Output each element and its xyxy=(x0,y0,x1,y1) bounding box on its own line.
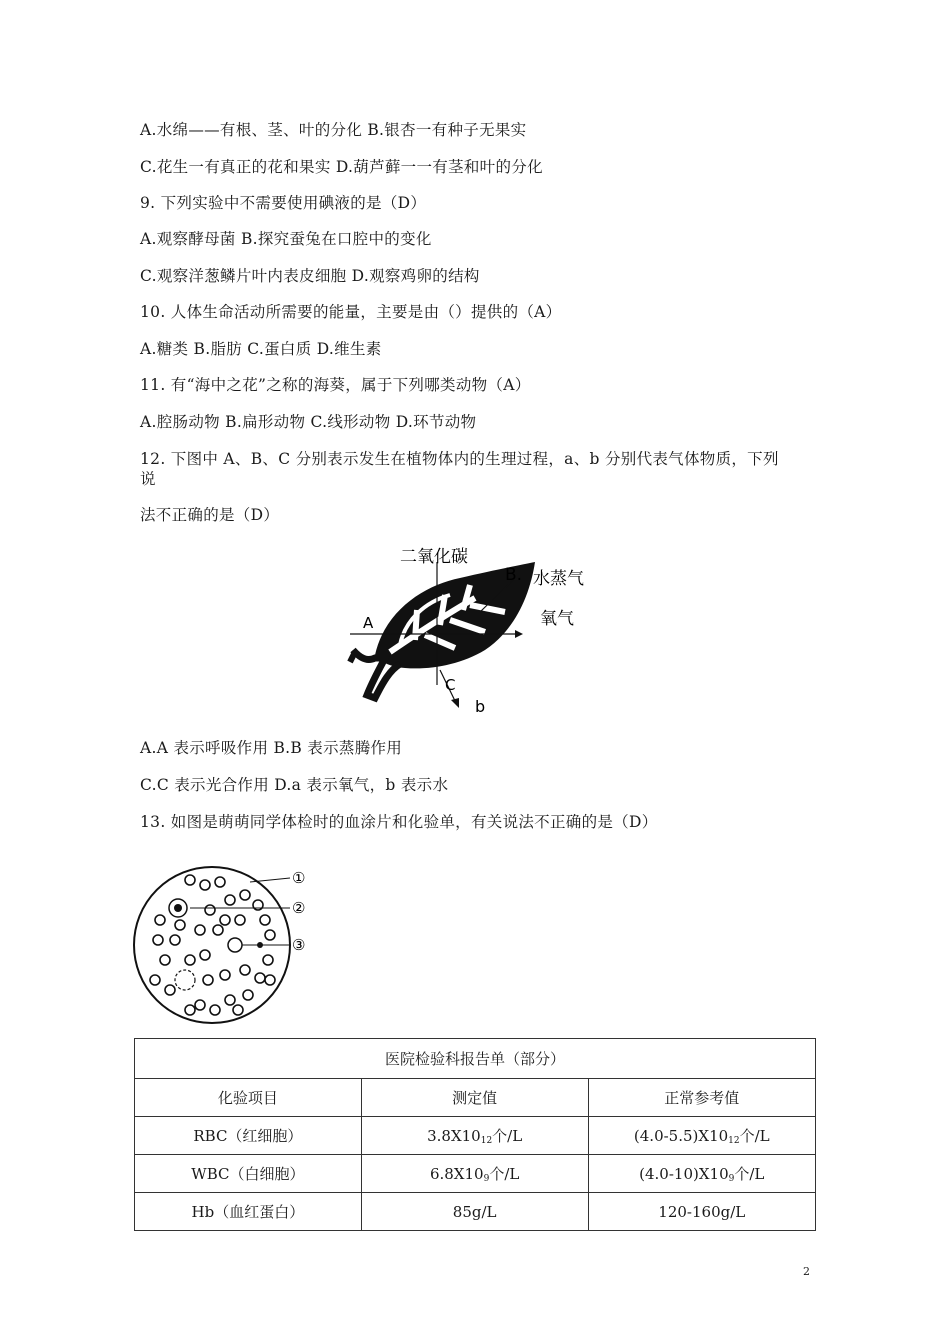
row-value: $3.8X10_{12}$个/L xyxy=(361,1117,588,1155)
table-row xyxy=(135,1155,816,1193)
label-circle-2: ② xyxy=(292,899,306,917)
q11-stem: 11. 有“海中之花”之称的海葵，属于下列哪类动物（A） xyxy=(140,376,531,394)
page-number: 2 xyxy=(803,1265,810,1278)
row-item: Hb（血红蛋白） xyxy=(135,1193,362,1231)
red-blood-cell xyxy=(185,1005,195,1015)
header-reference: 正常参考值 xyxy=(588,1079,815,1117)
red-blood-cell xyxy=(233,1005,243,1015)
red-blood-cell xyxy=(205,905,215,915)
red-blood-cell xyxy=(195,925,205,935)
red-blood-cell xyxy=(153,935,163,945)
q9-options-ab: A.观察酵母菌 B.探究蚕兔在口腔中的变化 xyxy=(140,230,432,248)
label-a: A xyxy=(363,614,374,632)
label-b-lower: b xyxy=(475,697,486,716)
row-item: WBC（白细胞） xyxy=(135,1155,362,1193)
red-blood-cell xyxy=(175,920,185,930)
label-c: C xyxy=(445,676,456,694)
red-blood-cell xyxy=(265,930,275,940)
red-blood-cell xyxy=(225,995,235,1005)
q11-options: A.腔肠动物 B.扁形动物 C.线形动物 D.环节动物 xyxy=(140,413,477,431)
red-blood-cell xyxy=(255,973,265,983)
q12-stem-line2: 说 xyxy=(140,470,156,488)
red-blood-cell xyxy=(210,1005,220,1015)
report-title-row xyxy=(135,1039,816,1079)
row-reference: 120-160g/L xyxy=(588,1193,815,1231)
red-blood-cell xyxy=(225,895,235,905)
label-vapor: 水蒸气 xyxy=(533,569,584,589)
q12-stem-line1: 12. 下图中 A、B、C 分别表示发生在植物体内的生理过程，a、b 分别代表气体物质，下列 xyxy=(140,450,779,468)
q8-options-ab: A.水绵——有根、茎、叶的分化 B.银杏一有种子无果实 xyxy=(140,121,527,139)
label-circle-1: ① xyxy=(292,869,306,887)
label-circle-3: ③ xyxy=(292,936,306,954)
red-blood-cell xyxy=(185,875,195,885)
row-value: $6.8X10_9$个/L xyxy=(361,1155,588,1193)
red-blood-cell xyxy=(240,890,250,900)
header-value: 测定值 xyxy=(361,1079,588,1117)
label-b-upper: B. xyxy=(505,565,523,585)
label-oxygen: 氧气 xyxy=(540,609,574,629)
red-blood-cell xyxy=(215,877,225,887)
q12-options-ab: A.A 表示呼吸作用 B.B 表示蒸腾作用 xyxy=(140,739,403,757)
red-blood-cell xyxy=(200,950,210,960)
q12-stem-line3: 法不正确的是（D） xyxy=(140,506,280,524)
table-row xyxy=(135,1117,816,1155)
blood-smear-diagram xyxy=(130,860,320,1030)
red-blood-cell xyxy=(260,915,270,925)
red-blood-cell xyxy=(160,955,170,965)
red-blood-cell xyxy=(150,975,160,985)
red-blood-cell xyxy=(203,975,213,985)
lab-report-table xyxy=(134,1038,816,1231)
red-blood-cell xyxy=(200,880,210,890)
red-blood-cell xyxy=(213,925,223,935)
red-blood-cell xyxy=(170,935,180,945)
red-blood-cell xyxy=(243,990,253,1000)
row-reference: $(4.0-10)X10_9$个/L xyxy=(588,1155,815,1193)
leaf-diagram xyxy=(345,540,615,720)
table-row xyxy=(135,1193,816,1231)
q8-options-cd: C.花生一有真正的花和果实 D.葫芦藓一一有茎和叶的分化 xyxy=(140,158,543,176)
row-value: 85g/L xyxy=(361,1193,588,1231)
q13-stem: 13. 如图是萌萌同学体检时的血涂片和化验单，有关说法不正确的是（D） xyxy=(140,813,658,831)
red-blood-cell xyxy=(235,915,245,925)
report-title: 医院检验科报告单（部分） xyxy=(135,1039,816,1079)
red-blood-cell xyxy=(220,915,230,925)
red-blood-cell xyxy=(220,970,230,980)
label-co2: 二氧化碳 xyxy=(400,547,468,567)
q9-stem: 9. 下列实验中不需要使用碘液的是（D） xyxy=(140,194,427,212)
report-header-row xyxy=(135,1079,816,1117)
red-blood-cell xyxy=(195,1000,205,1010)
q9-options-cd: C.观察洋葱鳞片叶内表皮细胞 D.观察鸡卵的结构 xyxy=(140,267,480,285)
red-blood-cell xyxy=(263,955,273,965)
row-reference: $(4.0-5.5)X10_{12}$个/L xyxy=(588,1117,815,1155)
red-blood-cell xyxy=(240,965,250,975)
red-blood-cell xyxy=(155,915,165,925)
q10-stem: 10. 人体生命活动所需要的能量，主要是由（）提供的（A） xyxy=(140,303,562,321)
row-item: RBC（红细胞） xyxy=(135,1117,362,1155)
header-item: 化验项目 xyxy=(135,1079,362,1117)
red-blood-cell xyxy=(165,985,175,995)
q10-options: A.糖类 B.脂肪 C.蛋白质 D.维生素 xyxy=(140,340,382,358)
q12-options-cd: C.C 表示光合作用 D.a 表示氧气，b 表示水 xyxy=(140,776,449,794)
red-blood-cell xyxy=(265,975,275,985)
red-blood-cell xyxy=(185,955,195,965)
